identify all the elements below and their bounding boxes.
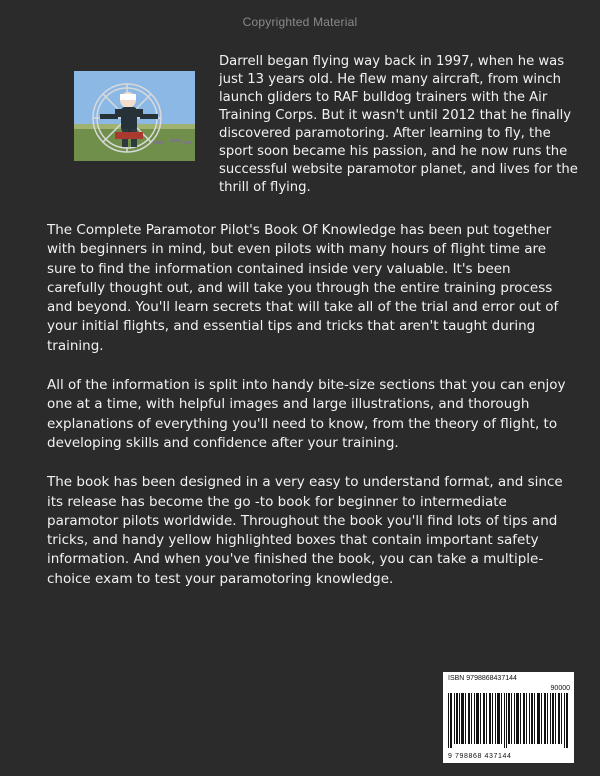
isbn-barcode <box>443 672 574 763</box>
pilot-with-paramotor-photo <box>74 71 195 161</box>
barcode-digits: 9 798868 437144 <box>448 753 512 760</box>
description-paragraph-3: The book has been designed in a very easy to understand format, and since its release has become the go -to book for beginner to intermediate paramotor pilots worldwide. Throughout the book you'll find lots of tips and tricks, and handy yellow highlighted boxes that contain important safety information. And when you've finished the book, you can take a multiple-choice exam to test your paramotoring knowledge. <box>47 474 563 587</box>
book-description <box>47 221 572 589</box>
barcode-bars-icon <box>443 672 574 763</box>
copyright-watermark: Copyrighted Material <box>242 15 358 29</box>
description-paragraph-2: All of the information is split into handy bite-size sections that you can enjoy one at a time, with helpful images and large illustrations, and thorough explanations of everything you'll need to know, from the theory of flight, to developing skills and confidence after your training. <box>47 377 566 451</box>
author-bio: Darrell began flying way back in 1997, when he was just 13 years old. He flew many aircraft, from winch launch gliders to RAF bulldog trainers with the Air Training Corps. But it wasn't until 2012 that he finally discovered paramotoring. After learning to fly, the sport soon became his passion, and he now runs the successful website paramotor planet, and lives for the thrill of flying. <box>219 54 578 195</box>
description-paragraph-1: The Complete Paramotor Pilot's Book Of Knowledge has been put together with beginners in mind, but even pilots with many hours of flight time are sure to find the information contained inside very valuable. It's been carefully thought out, and will take you through the entire training process and beyond. You'll learn secrets that will take all of the trial and error out of your initial flights, and essential tips and tricks that aren't taught during training. <box>47 222 559 354</box>
price-code: 90000 <box>550 685 570 692</box>
isbn-label: ISBN 9798868437144 <box>448 675 517 682</box>
author-photo <box>74 71 195 161</box>
